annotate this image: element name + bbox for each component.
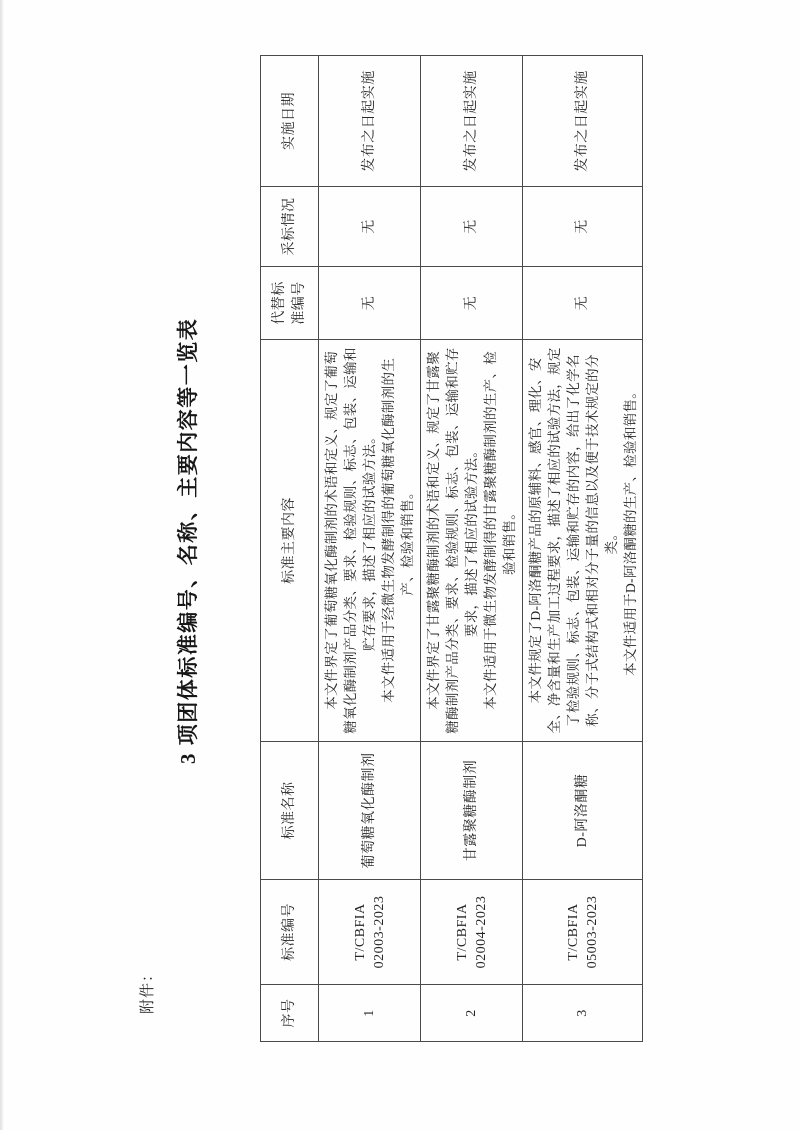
header-impl-date: 实施日期 — [261, 56, 319, 187]
row3-code: T/CBFIA 05003-2023 — [523, 880, 643, 985]
row2-impl-date: 发布之日起实施 — [421, 56, 523, 187]
row2-name: 甘露聚糖酶制剂 — [421, 742, 523, 880]
page-title: 3 项团体标准编号、名称、主要内容等一览表 — [176, 317, 200, 764]
row1-name: 葡萄糖氧化酶制剂 — [319, 742, 421, 880]
row2-adoption: 无 — [421, 187, 523, 267]
attachment-label: 附件： — [140, 965, 156, 1014]
row1-impl-date: 发布之日起实施 — [319, 56, 421, 187]
header-code: 标准编号 — [261, 880, 319, 985]
row3-content-paragraph-2: 本文件适用于D-阿洛酮糖的生产、检验和销售。 — [622, 384, 638, 676]
table-row-3 — [523, 56, 643, 1042]
row1-code: T/CBFIA 02003-2023 — [319, 880, 421, 985]
header-adoption: 采标情况 — [261, 187, 319, 267]
row3-replaced: 无 — [523, 267, 643, 340]
row2-content-paragraph-1: 本文件界定了甘露聚糖酶制剂的术语和定义、规定了甘露聚糖酶制剂产品分类、要求、检验规则、标志、包装、运输和贮存要求，描述了相应的试验方法。 — [426, 347, 479, 734]
row1-adoption: 无 — [319, 187, 421, 267]
row2-content-paragraph-2: 本文件适用于微生物发酵制得的甘露聚糖酶制剂的生产、检验和销售。 — [483, 350, 517, 710]
row3-impl-date: 发布之日起实施 — [523, 56, 643, 187]
table-row-2 — [421, 56, 523, 1042]
row2-content — [421, 340, 523, 742]
row1-content — [319, 340, 421, 742]
row1-seq: 1 — [319, 985, 421, 1042]
table-row-1 — [319, 56, 421, 1042]
row3-content — [523, 340, 643, 742]
row3-seq: 3 — [523, 985, 643, 1042]
row2-seq: 2 — [421, 985, 523, 1042]
header-replaced-standard — [261, 267, 319, 340]
row1-content-paragraph-1: 本文件界定了葡萄糖氧化酶制剂的术语和定义、规定了葡萄糖氧化酶制剂产品分类、要求、检验规则、标志、包装、运输和贮存要求，描述了相应的试验方法。 — [324, 347, 377, 734]
row1-content-paragraph-2: 本文件适用于经微生物发酵制得的葡萄糖氧化酶制剂的生产、检验和销售。 — [381, 357, 415, 703]
row3-name: D-阿洛酮糖 — [523, 742, 643, 880]
table-header-row — [261, 56, 319, 1042]
row1-replaced: 无 — [319, 267, 421, 340]
header-content: 标准主要内容 — [261, 340, 319, 742]
header-name: 标准名称 — [261, 742, 319, 880]
standards-table — [260, 55, 643, 1042]
header-seq: 序号 — [261, 985, 319, 1042]
row2-replaced: 无 — [421, 267, 523, 340]
header-replaced-standard-text: 代替标准编号 — [271, 281, 307, 325]
row2-code: T/CBFIA 02004-2023 — [421, 880, 523, 985]
row3-adoption: 无 — [523, 187, 643, 267]
row3-content-paragraph-1: 本文件规定了D-阿洛酮糖产品的原辅料、感官、理化、安全、净含量和生产加工过程要求，描述了相应的试验方法，规定了检验规则、标志、包装、运输和贮存的内容，给出了化学名称、分子式结构式和相对分子量的信息以及便于技术规定的分类。 — [527, 347, 619, 734]
